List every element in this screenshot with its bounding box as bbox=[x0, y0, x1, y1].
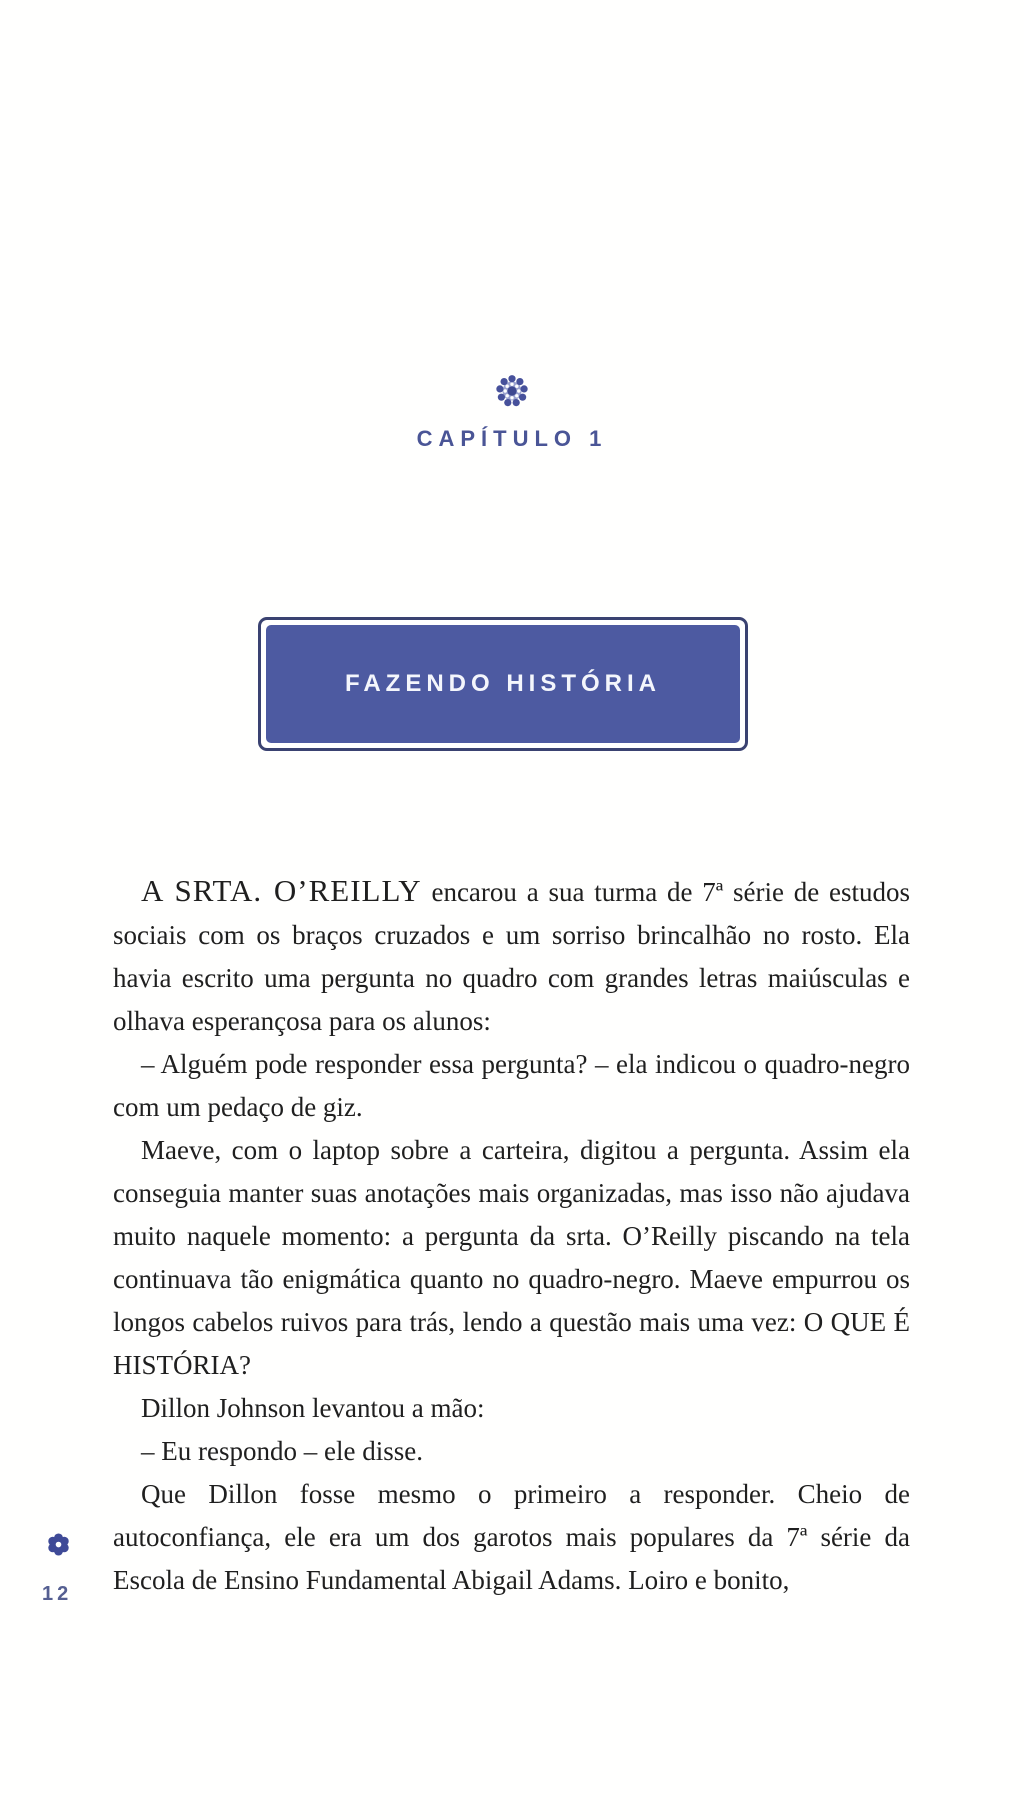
paragraph bbox=[113, 1387, 910, 1430]
paragraph bbox=[113, 1473, 910, 1602]
paragraph-text: Que Dillon fosse mesmo o primeiro a responder. Cheio de autoconfiança, ele era um dos garotos mais populares da 7ª série da Escola de Ensino Fundamental Abigail Adams. Loiro e bonito, bbox=[113, 1479, 910, 1595]
chapter-title-box bbox=[258, 617, 748, 751]
chapter-title-box-inner bbox=[266, 625, 740, 743]
paragraph-lead-caps: A SRTA. O’REILLY bbox=[141, 873, 422, 908]
paragraph-text: Dillon Johnson levantou a mão: bbox=[141, 1393, 485, 1423]
chapter-label: CAPÍTULO 1 bbox=[416, 426, 608, 451]
page-number: 12 bbox=[42, 1583, 73, 1605]
body-text bbox=[113, 869, 910, 1602]
flower-icon bbox=[46, 1532, 71, 1562]
rosette-flower-icon bbox=[494, 373, 530, 414]
chapter-title: FAZENDO HISTÓRIA bbox=[344, 670, 661, 697]
paragraph bbox=[113, 1430, 910, 1473]
paragraph-text: – Alguém pode responder essa pergunta? – ela indicou o quadro-negro com um pedaço de giz. bbox=[113, 1049, 910, 1122]
paragraph-text: Maeve, com o laptop sobre a carteira, digitou a pergunta. Assim ela conseguia manter suas anotações mais organizadas, mas isso não ajudava muito naquele momento: a pergunta da srta. O’Reilly piscando na tela continuava tão enigmática quanto no quadro-negro. Maeve empurrou os longos cabelos ruivos para trás, lendo a questão mais uma vez: O QUE É HISTÓRIA? bbox=[113, 1135, 910, 1380]
chapter-heading bbox=[0, 373, 1024, 452]
paragraph-text: – Eu respondo – ele disse. bbox=[141, 1436, 423, 1466]
paragraph bbox=[113, 1043, 910, 1129]
paragraph bbox=[113, 869, 910, 1043]
paragraph bbox=[113, 1129, 910, 1387]
paragraph-text: encarou a sua turma de 7ª série de estudos sociais com os braços cruzados e um sorriso brincalhão no rosto. Ela havia escrito uma pergunta no quadro com grandes letras maiúsculas e olhava esperançosa para os alunos: bbox=[113, 877, 910, 1036]
